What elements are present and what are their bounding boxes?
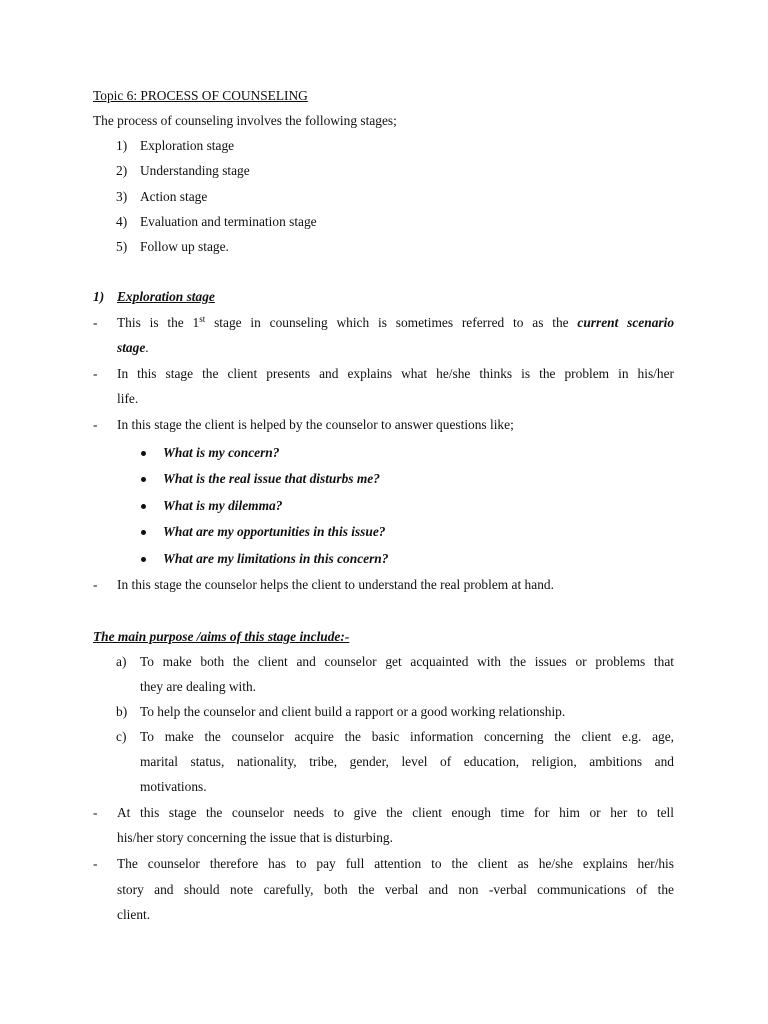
bullet-icon	[141, 530, 146, 535]
item-text: To help the counselor and client build a rapport or a good working relationship.	[140, 704, 566, 719]
item-text: To make the counselor acquire the basic information concerning the client e.g. age,	[140, 729, 674, 744]
item-letter: b)	[116, 704, 128, 719]
item-text: marital status, nationality, tribe, gender, level of education, religion, ambitions and	[140, 754, 674, 769]
dash-marker: -	[93, 856, 98, 871]
item-letter: a)	[116, 654, 127, 669]
bullet-icon	[141, 451, 146, 456]
section-number: 1)	[93, 289, 105, 304]
section-heading: Exploration stage	[117, 289, 215, 304]
bullet-icon	[141, 504, 146, 509]
stage-number: 2)	[116, 163, 128, 178]
page-title: Topic 6: PROCESS OF COUNSELING	[93, 88, 308, 103]
stage-label: Exploration stage	[140, 138, 235, 153]
paragraph-text: At this stage the counselor needs to give the client enough time for him or her to tell	[117, 805, 674, 820]
bullet-icon	[141, 477, 146, 482]
text-run: This is the 1	[117, 315, 200, 330]
item-text: motivations.	[140, 779, 207, 794]
paragraph-text: his/her story concerning the issue that is disturbing.	[117, 830, 393, 845]
question-item: What is my concern?	[163, 445, 280, 460]
item-letter: c)	[116, 729, 127, 744]
stage-number: 1)	[116, 138, 128, 153]
paragraph-text	[117, 315, 674, 331]
dash-marker: -	[93, 366, 98, 381]
paragraph-text	[117, 340, 149, 356]
stage-number: 5)	[116, 239, 128, 254]
dash-marker: -	[93, 417, 98, 432]
stage-number: 4)	[116, 214, 128, 229]
text-run: stage in counseling which is sometimes referred to as the	[205, 315, 578, 330]
paragraph-text: In this stage the client is helped by the counselor to answer questions like;	[117, 417, 514, 432]
question-item: What is my dilemma?	[163, 498, 283, 513]
purpose-heading: The main purpose /aims of this stage include:-	[93, 629, 350, 644]
text-run: .	[145, 340, 149, 355]
emphasis-text: current scenario	[577, 315, 675, 330]
paragraph-text: The counselor therefore has to pay full attention to the client as he/she explains her/his	[117, 856, 674, 871]
dash-marker: -	[93, 577, 98, 592]
stage-label: Follow up stage.	[140, 239, 229, 254]
question-item: What are my limitations in this concern?	[163, 551, 389, 566]
paragraph-text: life.	[117, 391, 139, 406]
item-text: they are dealing with.	[140, 679, 257, 694]
emphasis-text: stage	[117, 340, 146, 355]
paragraph-text: In this stage the client presents and explains what he/she thinks is the problem in his/her	[117, 366, 674, 381]
bullet-icon	[141, 557, 146, 562]
stage-number: 3)	[116, 189, 128, 204]
paragraph-text: In this stage the counselor helps the client to understand the real problem at hand.	[117, 577, 554, 592]
intro-text: The process of counseling involves the following stages;	[93, 113, 397, 128]
question-item: What are my opportunities in this issue?	[163, 524, 386, 539]
dash-marker: -	[93, 315, 98, 330]
item-text: To make both the client and counselor get acquainted with the issues or problems that	[140, 654, 674, 669]
stage-label: Action stage	[140, 189, 208, 204]
question-item: What is the real issue that disturbs me?	[163, 471, 380, 486]
dash-marker: -	[93, 805, 98, 820]
paragraph-text: client.	[117, 907, 151, 922]
paragraph-text: story and should note carefully, both the verbal and non -verbal communications of the	[117, 882, 674, 897]
superscript: st	[199, 314, 206, 324]
stage-label: Understanding stage	[140, 163, 250, 178]
stage-label: Evaluation and termination stage	[140, 214, 317, 229]
